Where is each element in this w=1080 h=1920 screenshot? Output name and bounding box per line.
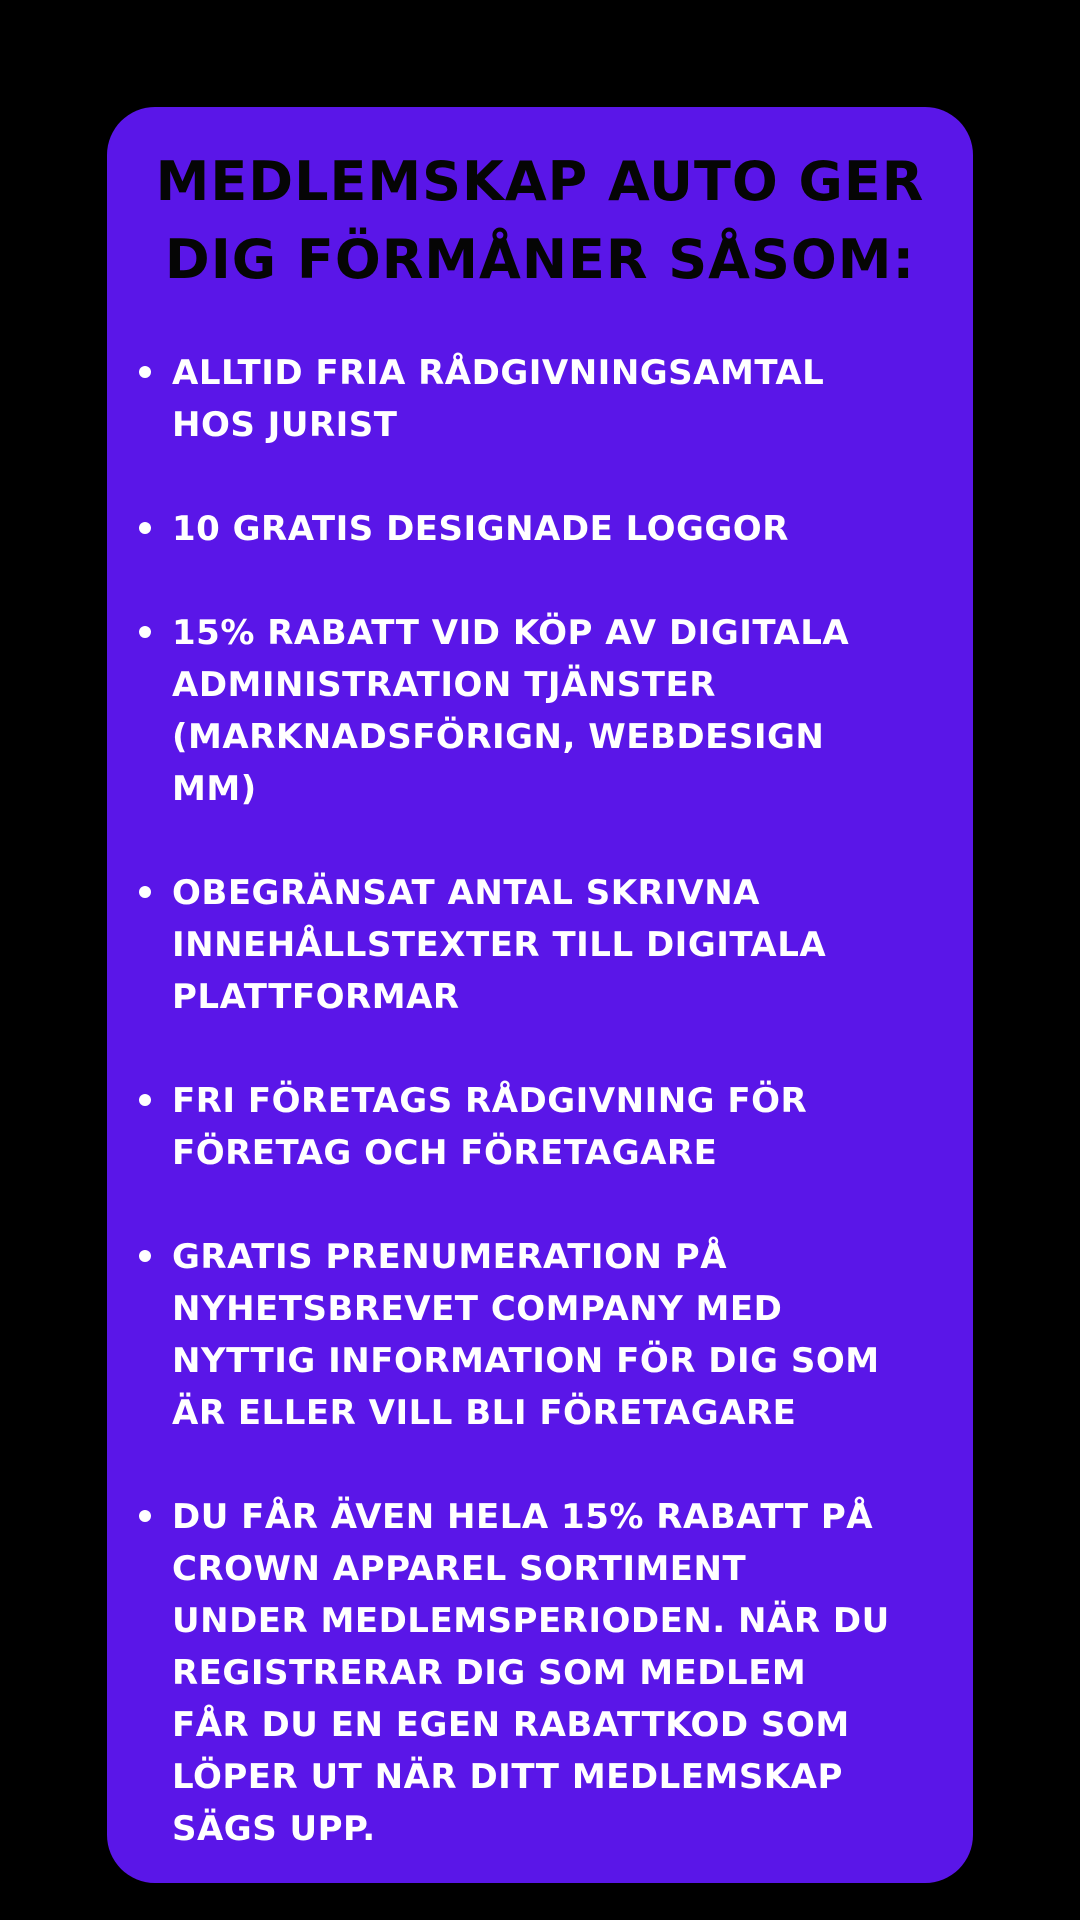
benefit-text-line: INNEHÅLLSTEXTER TILL DIGITALA [172, 925, 827, 965]
benefit-text-line: HOS JURIST [172, 405, 398, 445]
benefit-text-line: ALLTID FRIA RÅDGIVNINGSAMTAL [172, 353, 825, 393]
benefit-item [139, 347, 959, 451]
title-line-1: MEDLEMSKAP AUTO GER [155, 150, 925, 213]
benefit-text-line: SÄGS UPP. [172, 1809, 376, 1849]
benefit-item [139, 503, 959, 555]
title-line-2: DIG FÖRMÅNER SÅSOM: [164, 228, 916, 291]
benefit-item [139, 1075, 959, 1179]
bullet-icon [139, 522, 151, 534]
benefit-text-line: CROWN APPAREL SORTIMENT [172, 1549, 747, 1589]
benefit-item [139, 607, 959, 815]
benefit-text-line: REGISTRERAR DIG SOM MEDLEM [172, 1653, 807, 1693]
benefit-item [139, 1231, 959, 1439]
benefit-text-line: PLATTFORMAR [172, 977, 460, 1017]
benefit-text-line: GRATIS PRENUMERATION PÅ [172, 1237, 728, 1277]
bullet-icon [139, 626, 151, 638]
page-title [107, 143, 973, 299]
benefit-text-line: 15% RABATT VID KÖP AV DIGITALA [172, 613, 850, 653]
benefit-text-line: 10 GRATIS DESIGNADE LOGGOR [172, 509, 789, 549]
bullet-icon [139, 1094, 151, 1106]
benefit-text-line: NYTTIG INFORMATION FÖR DIG SOM [172, 1341, 880, 1381]
benefit-text-line: OBEGRÄNSAT ANTAL SKRIVNA [172, 873, 760, 913]
benefit-text-line: LÖPER UT NÄR DITT MEDLEMSKAP [172, 1757, 843, 1797]
benefits-card [107, 107, 973, 1883]
benefit-item [139, 867, 959, 1023]
benefit-text-line: (MARKNADSFÖRIGN, WEBDESIGN [172, 717, 825, 757]
benefit-item [139, 1491, 959, 1855]
bullet-icon [139, 886, 151, 898]
bullet-icon [139, 366, 151, 378]
benefit-text-line: FÖRETAG OCH FÖRETAGARE [172, 1133, 718, 1173]
benefit-text-line: MM) [172, 769, 257, 809]
benefit-text-line: ÄR ELLER VILL BLI FÖRETAGARE [172, 1393, 797, 1433]
benefit-text-line: FÅR DU EN EGEN RABATTKOD SOM [172, 1705, 850, 1745]
benefit-text-line: UNDER MEDLEMSPERIODEN. NÄR DU [172, 1601, 890, 1641]
benefit-text-line: ADMINISTRATION TJÄNSTER [172, 665, 716, 705]
benefit-text-line: FRI FÖRETAGS RÅDGIVNING FÖR [172, 1081, 808, 1121]
bullet-icon [139, 1510, 151, 1522]
bullet-icon [139, 1250, 151, 1262]
benefits-list [139, 347, 959, 1907]
benefit-text-line: NYHETSBREVET COMPANY MED [172, 1289, 783, 1329]
benefit-text-line: DU FÅR ÄVEN HELA 15% RABATT PÅ [172, 1497, 874, 1537]
